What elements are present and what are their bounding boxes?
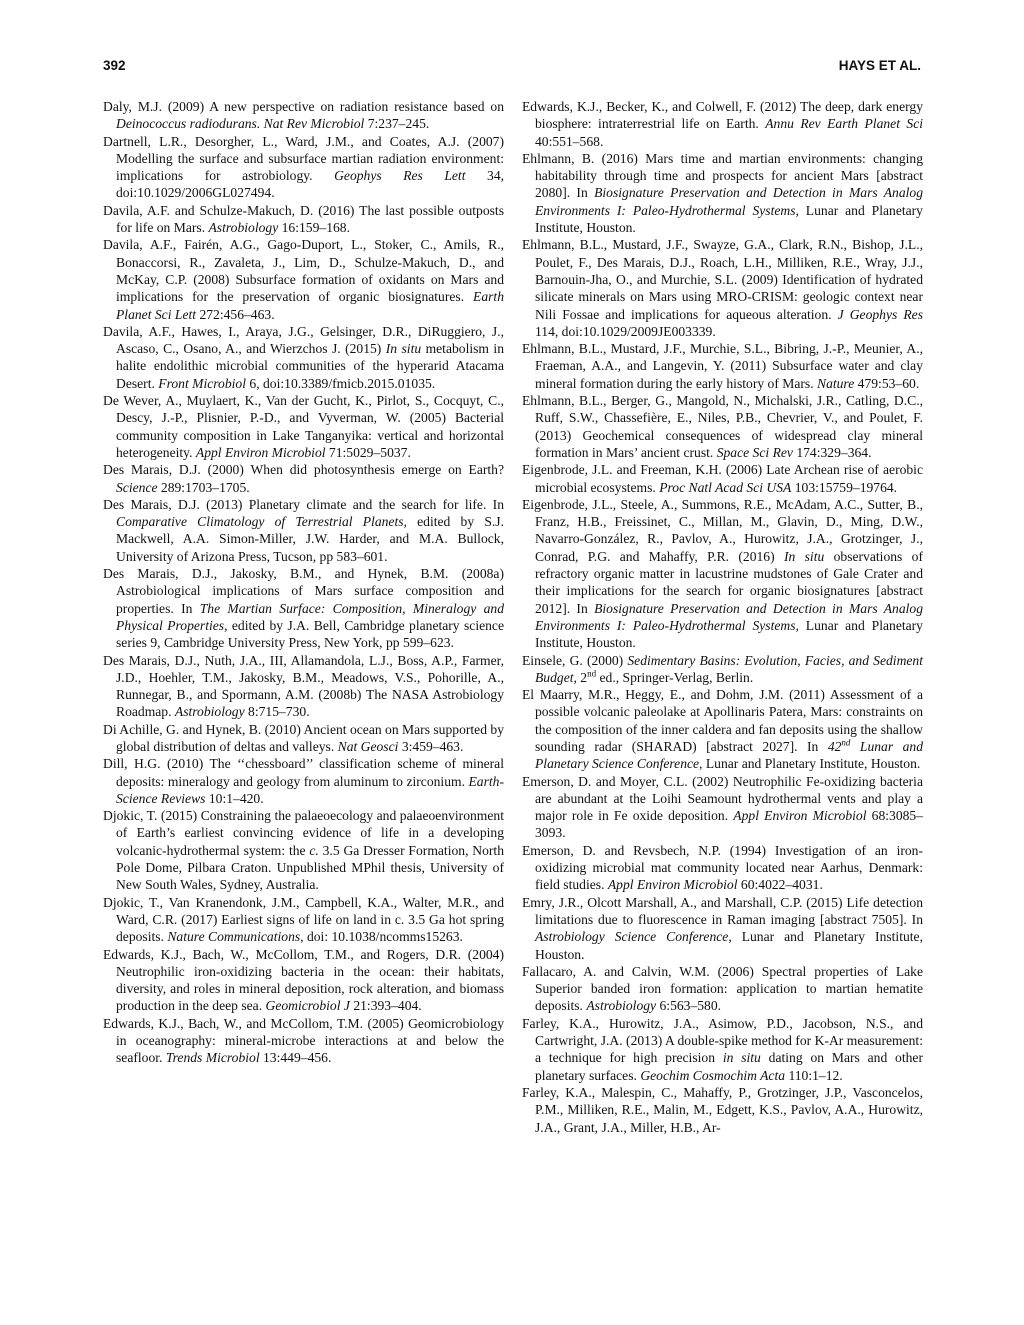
reference-text: 71:5029–5037. [325, 444, 411, 460]
reference-text: In situ [385, 341, 422, 357]
reference-text: Lunar and Planetary Institute, Houston. [535, 929, 923, 962]
reference-text: Davila, A.F. and Schulze-Makuch, D. (2016) The last possible outposts for life on Mars. [103, 202, 504, 236]
reference-text: Edwards, K.J., Bach, W., McCollom, T.M., and Rogers, D.R. (2004) Neutrophilic iron-oxidizing bacteria in the ocean: their habitats, diversity, and roles in mineral deposition, rock alteration, and biomass production in the deep sea. [103, 946, 504, 1014]
reference-text: Lunar and Planetary Institute, Houston. [702, 756, 921, 772]
reference-entry [103, 721, 504, 756]
reference-text: Biosignature Preservation and Detection in Mars Analog Environments I: Paleo-Hydrothermal Systems, [535, 185, 923, 218]
reference-text: Earth Planet Sci Lett [116, 289, 504, 322]
reference-text: 34, doi:10.1029/2006GL027494. [116, 168, 505, 201]
reference-entry [103, 565, 504, 651]
reference-entry [522, 496, 923, 652]
reference-text: Geomicrobiol J [265, 998, 350, 1014]
reference-text: 42 [827, 738, 842, 754]
reference-text: Earth-Science Reviews [116, 773, 504, 806]
reference-entry [522, 652, 923, 687]
reference-text: Nature Communications [167, 929, 301, 945]
reference-entry [103, 946, 504, 1015]
reference-text: Edwards, K.J., Bach, W., and McCollom, T.M. (2005) Geomicrobiology in oceanography: mineral-microbe interactions at and below the seafloor. [103, 1015, 504, 1066]
reference-text: Astrobiology [208, 220, 279, 236]
reference-entry [103, 894, 504, 946]
reference-entry [522, 461, 923, 496]
reference-text: Proc Natl Acad Sci USA [659, 479, 792, 495]
reference-text: Eigenbrode, J.L. and Freeman, K.H. (2006) Late Archean rise of aerobic microbial ecosystems. [522, 462, 923, 495]
running-title: HAYS ET AL. [838, 58, 921, 73]
reference-text: Appl Environ Microbiol [607, 877, 738, 893]
reference-entry [103, 755, 504, 807]
reference-text: 110:1–12. [785, 1067, 843, 1083]
reference-entry [522, 686, 923, 772]
reference-entry [522, 340, 923, 392]
reference-text: Davila, A.F., Hawes, I., Araya, J.G., Gelsinger, D.R., DiRuggiero, J., Ascaso, C., Osano, A., and Wierzchos J. (2015) [103, 323, 504, 357]
reference-text: 479:53–60. [854, 375, 920, 391]
reference-text: 3.5 Ga Dresser Formation, North Pole Dome, Pilbara Craton. Unpublished MPhil thesis, University of New South Wales, Sydney, Australia. [116, 842, 504, 893]
reference-text: Science [116, 479, 158, 495]
reference-text: 68:3085–3093. [535, 808, 924, 841]
reference-entry [522, 842, 923, 894]
reference-text: In situ [783, 548, 825, 564]
reference-text: Emerson, D. and Moyer, C.L. (2002) Neutrophilic Fe-oxidizing bacteria are abundant at the Loihi Seamount hydrothermal vents and play a major role in Fe oxide deposition. [522, 773, 923, 824]
reference-entry [522, 1015, 923, 1084]
reference-entry [103, 98, 504, 133]
reference-text: 272:456–463. [196, 306, 275, 322]
reference-text: Einsele, G. (2000) [522, 652, 628, 668]
reference-text: Geochim Cosmochim Acta [640, 1067, 786, 1083]
running-head [103, 58, 921, 73]
reference-entry [103, 236, 504, 322]
reference-text: 103:15759–19764. [791, 479, 898, 495]
reference-text: Ehlmann, B.L., Berger, G., Mangold, N., Michalski, J.R., Catling, D.C., Ruff, S.W., Chassefière, E., Niles, P.B., Chevrier, V., and Poulet, F. (2013) Geochemical consequences of widespread clay mineral formation in Mars’ ancient crust. [522, 393, 923, 460]
reference-column-left [103, 98, 504, 1067]
reference-text: nd [841, 737, 851, 748]
reference-text: 289:1703–1705. [157, 479, 250, 495]
reference-text: Lunar and Planetary Institute, Houston. [535, 617, 923, 651]
reference-entry [103, 652, 504, 721]
reference-text: Lunar and Planetary Institute, Houston. [535, 202, 923, 236]
reference-text: 8:715–730. [244, 704, 310, 720]
reference-text: The Martian Surface: Composition, Mineralogy and Physical Properties, [116, 600, 504, 633]
reference-text: 114, doi:10.1029/2009JE003339. [535, 323, 716, 339]
reference-text: nd [587, 668, 597, 679]
reference-text: Space Sci Rev [716, 444, 793, 460]
reference-entry [522, 1084, 923, 1136]
reference-text: Des Marais, D.J., Nuth, J.A., III, Allamandola, L.J., Boss, A.P., Farmer, J.D., Hoehler, T.M., Jakosky, B.M., Meadows, V.S., Pohorille, A., Runnegar, B., and Spormann, A.M. (2008b) The NASA Astrobiology Roadmap. [103, 652, 504, 720]
reference-text: Farley, K.A., Malespin, C., Mahaffy, P., Grotzinger, J.P., Vasconcelos, P.M., Milliken, R.E., Malin, M., Edgett, K.S., Pavlov, A.A., Hurowitz, J.A., Grant, J.A., Miller, H.B., Ar- [522, 1084, 923, 1135]
reference-text: 16:159–168. [278, 220, 350, 236]
reference-text: metabolism in halite endolithic microbial communities of the hyperarid Atacama Desert. [116, 341, 504, 391]
reference-text: , doi: 10.1038/ncomms15263. [300, 929, 463, 945]
reference-text: Nat Geosci [337, 738, 399, 754]
reference-entry [103, 1015, 504, 1067]
reference-text: Appl Environ Microbiol [733, 808, 867, 824]
reference-text: Comparative Climatology of Terrestrial Planets, [116, 514, 407, 530]
reference-text: Ehlmann, B. (2016) Mars time and martian environments: changing habitability through time and prospects for ancient Mars [abstract 2080]. In [522, 150, 923, 201]
reference-text: Daly, M.J. (2009) A new perspective on radiation resistance based on [103, 99, 504, 114]
page-number: 392 [103, 58, 126, 73]
reference-text: in situ [722, 1050, 761, 1066]
reference-text: Des Marais, D.J. (2000) When did photosynthesis emerge on Earth? [103, 462, 504, 478]
reference-entry [103, 202, 504, 237]
reference-text: Dill, H.G. (2010) The ‘‘chessboard’’ classification scheme of mineral deposits: mineralogy and geology from aluminum to zirconium. [103, 756, 504, 789]
reference-text: Astrobiology Science Conference, [535, 929, 732, 945]
reference-text: observations of refractory organic matter in lacustrine mudstones of Gale Crater and their implications for the search for organic biosignatures [abstract 2012]. In [535, 548, 923, 616]
reference-text: Appl Environ Microbiol [195, 444, 326, 460]
reference-entry [522, 150, 923, 236]
reference-text: El Maarry, M.R., Heggy, E., and Dohm, J.M. (2011) Assessment of a possible volcanic paleolake at Apollinaris Patera, Mars: constraints on the composition of the inner caldera and fan deposits using the shallow sounding radar (SHARAD) [abstract 2027]. In [522, 687, 923, 754]
reference-text: Lunar and Planetary Science Conference, [535, 738, 923, 772]
reference-text: 3:459–463. [398, 738, 464, 754]
reference-text: Edwards, K.J., Becker, K., and Colwell, F. (2012) The deep, dark energy biosphere: intraterrestrial life on Earth. [522, 99, 923, 132]
reference-text: Fallacaro, A. and Calvin, W.M. (2006) Spectral properties of Lake Superior banded iron formation: application to martian hematite deposits. [522, 963, 923, 1014]
reference-text: Eigenbrode, J.L., Steele, A., Summons, R.E., McAdam, A.C., Sutter, B., Franz, H.B., Freissinet, C., Millan, M., Glavin, D., Ming, D.W., Navarro-González, R., Pavlov, A., Hurowitz, J.A., Grotzinger, J., Conrad, P.G. and Mahaffy, P.R. (2016) [522, 496, 923, 564]
reference-entry [103, 133, 504, 202]
reference-text: 2 [576, 669, 588, 685]
reference-text: Geophys Res Lett [334, 168, 466, 184]
reference-text: Biosignature Preservation and Detection in Mars Analog Environments I: Paleo-Hydrothermal Systems, [535, 600, 923, 633]
reference-entry [103, 461, 504, 496]
reference-entry [103, 496, 504, 565]
reference-text: Emry, J.R., Olcott Marshall, A., and Marshall, C.P. (2015) Life detection limitations due to fluorescence in Raman imaging [abstract 7505]. In [522, 894, 923, 927]
reference-text: c. [309, 842, 319, 858]
reference-text: 21:393–404. [349, 998, 422, 1014]
reference-text: Astrobiology [174, 704, 245, 720]
reference-text: De Wever, A., Muylaert, K., Van der Gucht, K., Pirlot, S., Cocquyt, C., Descy, J.-P., Plisnier, P.-D., and Vyverman, W. (2005) Bacterial community composition in Lake Tanganyika: vertical and horizontal heterogeneity. [103, 393, 504, 460]
reference-entry [522, 392, 923, 461]
reference-text: 60:4022–4031. [737, 877, 823, 893]
reference-text: ed., Springer-Verlag, Berlin. [596, 669, 754, 685]
reference-entry [103, 392, 504, 461]
reference-text: Astrobiology [586, 998, 657, 1014]
reference-text: Djokic, T., Van Kranendonk, J.M., Campbell, K.A., Walter, M.R., and Ward, C.R. (2017) Earliest signs of life on land in c. 3.5 Ga hot spring deposits. [103, 894, 504, 945]
reference-text: Trends Microbiol [165, 1050, 260, 1066]
reference-entry [522, 236, 923, 340]
reference-text: 6, doi:10.3389/fmicb.2015.01035. [246, 375, 436, 391]
reference-text: Di Achille, G. and Hynek, B. (2010) Ancient ocean on Mars supported by global distribution of deltas and valleys. [103, 721, 504, 754]
reference-text: Annu Rev Earth Planet Sci [765, 116, 924, 132]
reference-text: Djokic, T. (2015) Constraining the palaeoecology and palaeoenvironment of Earth’s earliest convincing evidence of life in a developing volcanic-hydrothermal system: the [103, 808, 504, 858]
reference-entry [522, 894, 923, 963]
reference-text: J Geophys Res [837, 306, 923, 322]
reference-text: Des Marais, D.J., Jakosky, B.M., and Hynek, B.M. (2008a) Astrobiological implications of Mars surface composition and properties. In [103, 566, 504, 616]
reference-text: Deinococcus radiodurans. Nat Rev Microbiol [116, 116, 365, 132]
reference-text: Sedimentary Basins: Evolution, Facies, and Sediment Budget, [535, 652, 924, 685]
reference-text: Ehlmann, B.L., Mustard, J.F., Murchie, S.L., Bibring, J.-P., Meunier, A., Fraeman, A.A., and Langevin, Y. (2011) Subsurface water and clay mineral formation during the early history of Mars. [522, 341, 923, 391]
reference-column-right [522, 98, 923, 1136]
reference-text: 174:329–364. [792, 444, 872, 460]
reference-text: 13:449–456. [259, 1050, 332, 1066]
reference-entry [522, 773, 923, 842]
reference-text: edited by J.A. Bell, Cambridge planetary science series 9, Cambridge University Press, New York, pp 599–623. [116, 617, 504, 651]
reference-text: 6:563–580. [656, 998, 722, 1014]
reference-entry [103, 323, 504, 392]
reference-text: Farley, K.A., Hurowitz, J.A., Asimow, P.D., Jacobson, N.S., and Cartwright, J.A. (2013) A double-spike method for K-Ar measurement: a technique for high precision [522, 1015, 923, 1066]
reference-entry [103, 807, 504, 893]
reference-text: Emerson, D. and Revsbech, N.P. (1994) Investigation of an iron-oxidizing microbial mat community located near Aarhus, Denmark: field studies. [522, 842, 923, 893]
reference-entry [522, 98, 923, 150]
reference-text: dating on Mars and other planetary surfaces. [535, 1050, 923, 1083]
reference-text: Dartnell, L.R., Desorgher, L., Ward, J.M., and Coates, A.J. (2007) Modelling the surface and subsurface martian radiation environment: implications for astrobiology. [103, 133, 504, 184]
reference-text: Front Microbiol [158, 375, 247, 391]
reference-text: 7:237–245. [364, 116, 430, 132]
reference-text: Davila, A.F., Fairén, A.G., Gago-Duport, L., Stoker, C., Amils, R., Bonaccorsi, R., Zavaleta, J., Lim, D., Schulze-Makuch, D., and McKay, C.P. (2008) Subsurface formation of oxidants on Mars and implications for the preservation of organic biosignatures. [103, 237, 504, 305]
reference-text: Des Marais, D.J. (2013) Planetary climate and the search for life. In [103, 496, 504, 512]
reference-text: Ehlmann, B.L., Mustard, J.F., Swayze, G.A., Clark, R.N., Bishop, J.L., Poulet, F., Des Marais, D.J., Roach, L.H., Milliken, R.E., Wray, J.J., Barnouin-Jha, O., and Murchie, S.L. (2009) Identification of hydrated silicate minerals on Mars using MRO-CRISM: geologic context near Nili Fossae and implications for aqueous alteration. [522, 237, 923, 322]
reference-text: 40:551–568. [535, 133, 604, 149]
reference-text: Nature [817, 375, 855, 391]
reference-entry [522, 963, 923, 1015]
reference-text: 10:1–420. [205, 790, 264, 806]
reference-text: edited by S.J. Mackwell, A.A. Simon-Miller, J.W. Harder, and M.A. Bullock, University of Arizona Press, Tucson, pp 583–601. [116, 514, 504, 564]
